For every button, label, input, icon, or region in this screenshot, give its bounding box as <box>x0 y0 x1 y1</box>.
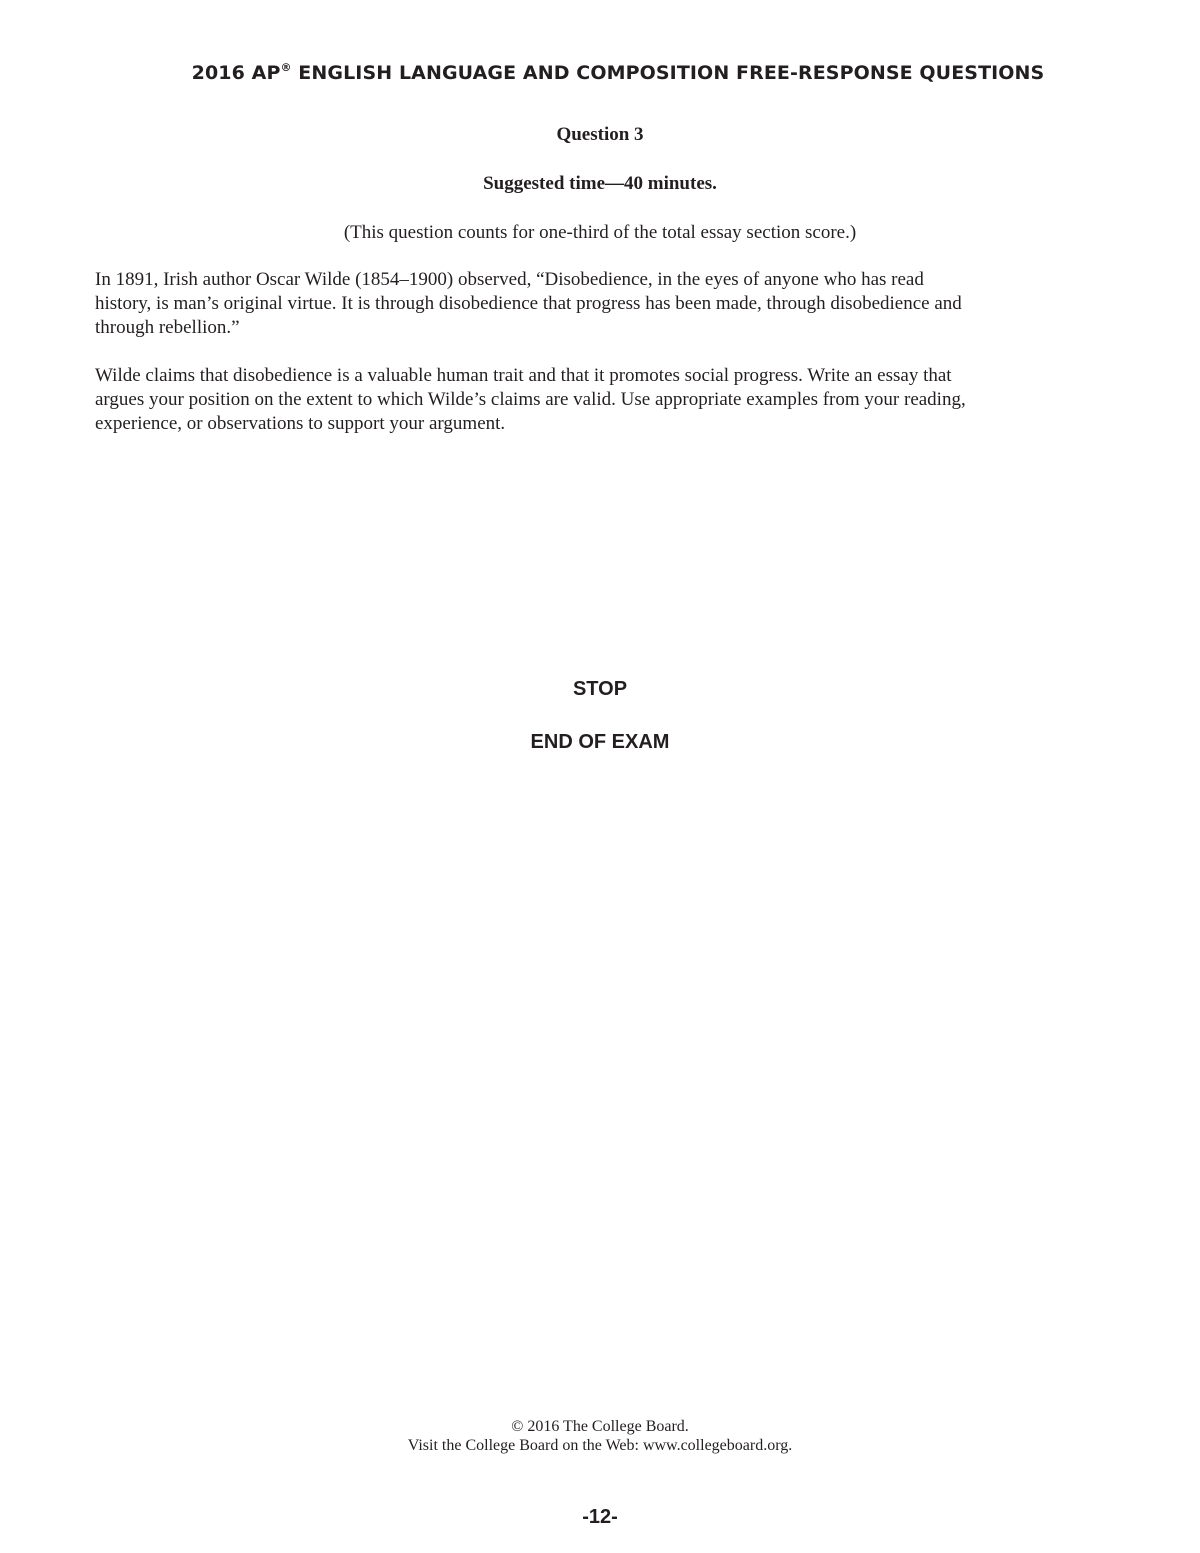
page-header-title <box>0 62 1200 84</box>
paragraph-line: In 1891, Irish author Oscar Wilde (1854–1900) observed, “Disobedience, in the eyes of anyone who has read <box>95 269 924 290</box>
score-note: (This question counts for one-third of the total essay section score.) <box>343 222 857 243</box>
registered-trademark-mark: ® <box>280 61 292 74</box>
paragraph-line: through rebellion.” <box>95 317 240 338</box>
website-notice: Visit the College Board on the Web: www.collegeboard.org. <box>407 1437 793 1454</box>
wilde-quote-paragraph <box>95 268 1095 340</box>
paragraph-line: experience, or observations to support your argument. <box>95 413 506 434</box>
page-number: -12- <box>582 1506 618 1528</box>
paragraph-line: Wilde claims that disobedience is a valuable human trait and that it promotes social progress. Write an essay that <box>95 365 952 386</box>
suggested-time: Suggested time—40 minutes. <box>483 173 717 194</box>
stop-label: STOP <box>572 678 628 700</box>
paragraph-line: argues your position on the extent to which Wilde’s claims are valid. Use appropriate examples from your reading, <box>95 389 966 410</box>
paragraph-line: history, is man’s original virtue. It is through disobedience that progress has been made, through disobedience and <box>95 293 962 314</box>
header-title-prefix: 2016 AP <box>191 62 281 84</box>
end-of-exam-label: END OF EXAM <box>530 731 670 753</box>
copyright-notice: © 2016 The College Board. <box>511 1418 689 1435</box>
header-title-suffix: ENGLISH LANGUAGE AND COMPOSITION FREE-RESPONSE QUESTIONS <box>291 62 1045 84</box>
essay-prompt-paragraph <box>95 364 1095 436</box>
question-number: Question 3 <box>556 124 644 145</box>
